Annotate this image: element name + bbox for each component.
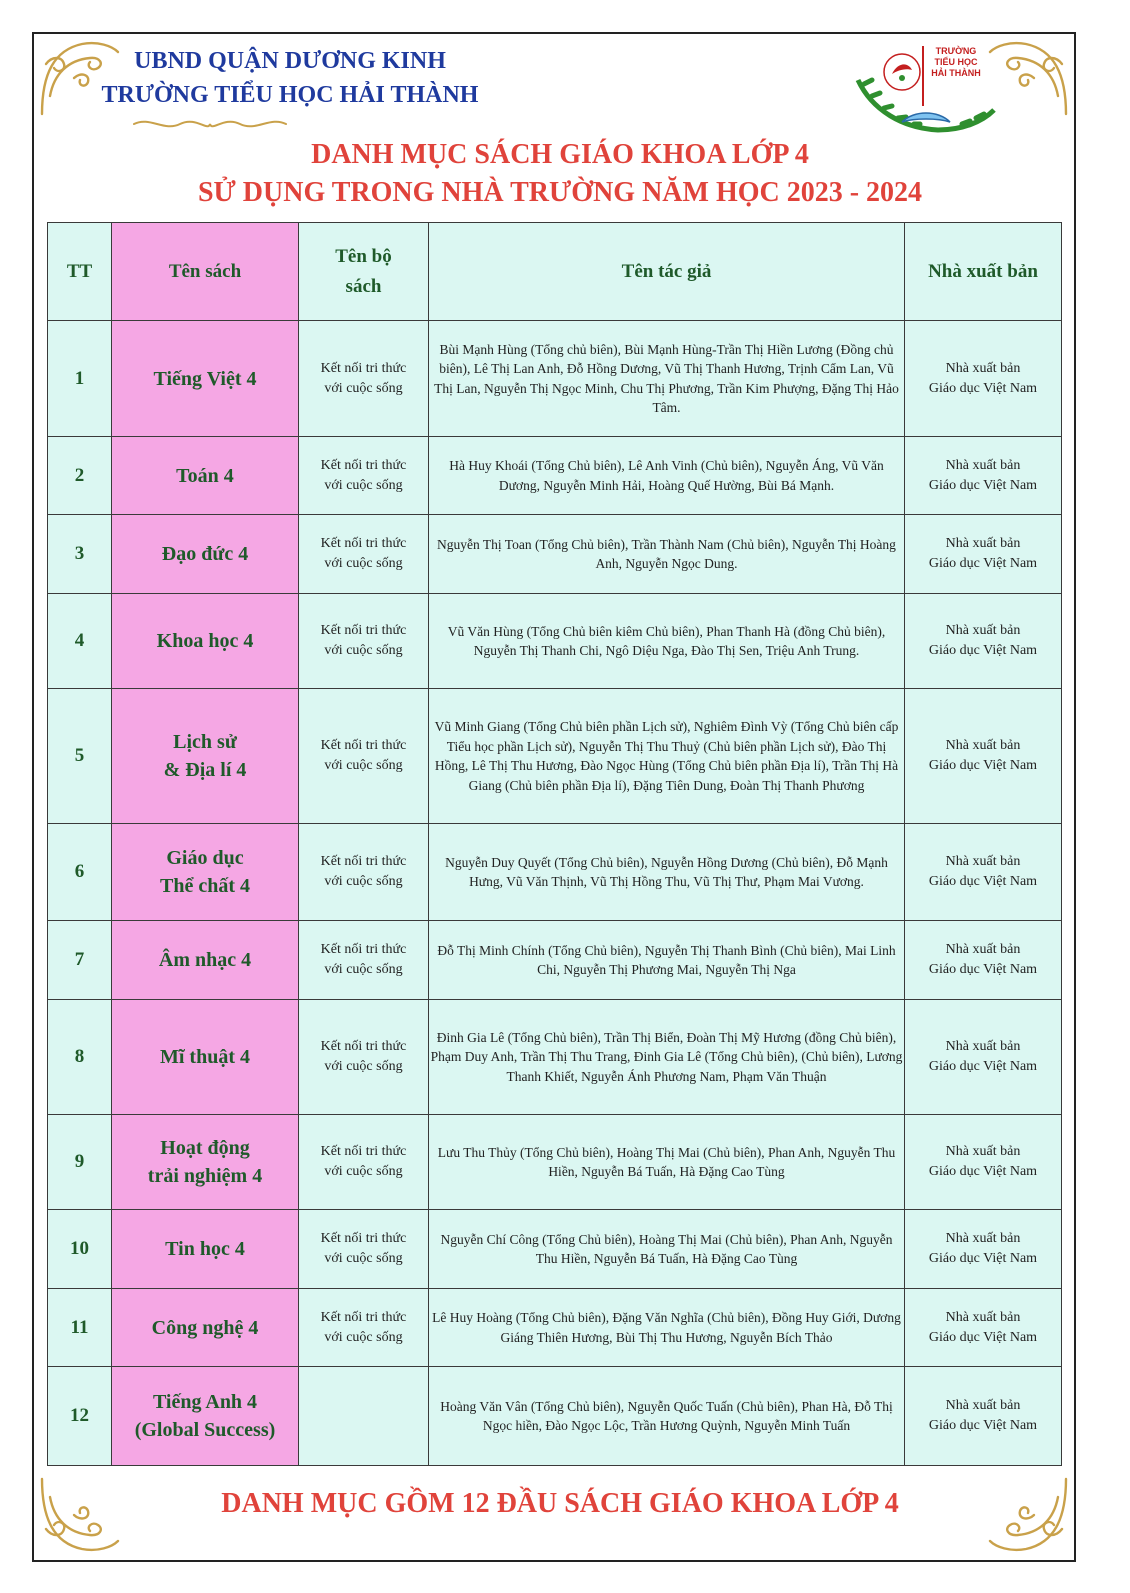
publisher-line-1: Nhà xuất bản	[945, 1309, 1021, 1325]
series-line-2: với cuộc sống	[324, 380, 403, 396]
table-row	[48, 1000, 1062, 1115]
series-line-2: với cuộc sống	[324, 1164, 403, 1179]
series-line-2: với cuộc sống	[324, 477, 403, 493]
header-publisher: Nhà xuất bản	[905, 223, 1062, 321]
publisher-line-2: Giáo dục Việt Nam	[928, 874, 1038, 889]
publisher-line-2: Giáo dục Việt Nam	[928, 477, 1038, 493]
book-authors: Vũ Văn Hùng (Tổng Chủ biên kiêm Chủ biên), Phan Thanh Hà (đồng Chủ biên), Nguyễn Thị Thanh Chi, Ngô Diệu Nga, Đào Thị Sen, Triệu Anh Trung.	[429, 594, 905, 689]
series-line-2: với cuộc sống	[324, 1329, 403, 1345]
row-number: 8	[48, 1000, 112, 1115]
series-line-2: với cuộc sống	[324, 1251, 403, 1266]
book-title-line-1: Khoa học 4	[156, 630, 254, 652]
series-line-2: với cuộc sống	[324, 556, 403, 571]
book-authors: Nguyễn Chí Công (Tổng Chủ biên), Hoàng Thị Mai (Chủ biên), Phan Anh, Nguyễn Thu Hiền, Nguyễn Bá Tuấn, Hà Đặng Cao Tùng	[429, 1210, 905, 1289]
row-number: 3	[48, 515, 112, 594]
book-title-line-1: Âm nhạc 4	[158, 949, 252, 971]
book-authors: Hà Huy Khoái (Tổng Chủ biên), Lê Anh Vinh (Chủ biên), Nguyễn Áng, Vũ Văn Dương, Nguyễn Minh Hải, Hoàng Quế Hường, Bùi Bá Mạnh.	[429, 437, 905, 515]
textbook-table	[47, 222, 1062, 1466]
table-row	[48, 321, 1062, 437]
publisher-line-2: Giáo dục Việt Nam	[928, 643, 1038, 658]
table-row	[48, 1210, 1062, 1289]
logo-line-3: HẢI THÀNH	[931, 68, 981, 78]
series-line-1: Kết nối tri thức	[320, 536, 407, 551]
publisher-line-2: Giáo dục Việt Nam	[928, 962, 1038, 977]
title-line-2: SỬ DỤNG TRONG NHÀ TRƯỜNG NĂM HỌC 2023 - 2024	[197, 177, 923, 208]
publisher-line-2: Giáo dục Việt Nam	[928, 1164, 1038, 1179]
header-authors: Tên tác giả	[429, 223, 905, 321]
book-title-line-1: Tiếng Anh 4	[152, 1391, 258, 1413]
series-line-2: với cuộc sống	[324, 962, 403, 977]
book-publisher	[905, 594, 1062, 689]
book-title-line-2: & Địa lí 4	[163, 759, 247, 781]
series-line-1: Kết nối tri thức	[320, 738, 407, 753]
logo-line-2: TIỂU HỌC	[934, 57, 978, 67]
book-title-line-1: Đạo đức 4	[161, 543, 249, 565]
publisher-line-1: Nhà xuất bản	[945, 457, 1021, 473]
book-title-line-2: Thể chất 4	[160, 875, 250, 897]
book-title	[112, 594, 299, 689]
series-line-1: Kết nối tri thức	[320, 1309, 407, 1325]
book-title	[112, 689, 299, 824]
book-series	[299, 1367, 429, 1466]
publisher-line-1: Nhà xuất bản	[945, 942, 1021, 957]
school-header	[70, 44, 510, 112]
book-series	[299, 1210, 429, 1289]
row-number: 5	[48, 689, 112, 824]
table-row	[48, 1115, 1062, 1210]
book-authors: Nguyễn Thị Toan (Tổng Chủ biên), Trần Thành Nam (Chủ biên), Nguyễn Thị Hoàng Anh, Nguyễn Ngọc Dung.	[429, 515, 905, 594]
series-line-2: với cuộc sống	[324, 758, 403, 773]
publisher-line-2: Giáo dục Việt Nam	[928, 1251, 1038, 1266]
series-line-2: với cuộc sống	[324, 874, 403, 889]
book-series	[299, 1289, 429, 1367]
book-title-line-2: (Global Success)	[134, 1419, 276, 1441]
row-number: 6	[48, 824, 112, 921]
publisher-line-1: Nhà xuất bản	[945, 1144, 1021, 1159]
book-title	[112, 1289, 299, 1367]
header-series-line-2: sách	[345, 275, 382, 297]
book-title	[112, 1367, 299, 1466]
book-authors: Đỗ Thị Minh Chính (Tổng Chủ biên), Nguyễn Thị Thanh Bình (Chủ biên), Mai Linh Chi, Nguyễn Thị Phương Mai, Nguyễn Thị Nga	[429, 921, 905, 1000]
publisher-line-1: Nhà xuất bản	[945, 854, 1021, 869]
book-title	[112, 1000, 299, 1115]
series-line-1: Kết nối tri thức	[320, 1231, 407, 1246]
book-publisher	[905, 921, 1062, 1000]
publisher-line-1: Nhà xuất bản	[945, 1231, 1021, 1246]
book-authors: Nguyễn Duy Quyết (Tổng Chủ biên), Nguyễn Hồng Dương (Chủ biên), Đỗ Mạnh Hưng, Vũ Văn Thịnh, Vũ Thị Hồng Thu, Vũ Thị Thư, Phạm Mai Vương.	[429, 824, 905, 921]
book-title-line-1: Giáo dục	[166, 847, 244, 869]
table-row	[48, 594, 1062, 689]
book-authors: Đinh Gia Lê (Tổng Chủ biên), Trần Thị Biển, Đoàn Thị Mỹ Hương (đồng Chủ biên), Phạm Duy Anh, Trần Thị Thu Trang, Đinh Gia Lê (Tổng Chủ biên), (Chủ biên), Lương Thanh Khiết, Nguyễn Ánh Phương Nam, Phạm Văn Thuận	[429, 1000, 905, 1115]
header-series	[299, 223, 429, 321]
publisher-line-1: Nhà xuất bản	[945, 1398, 1021, 1413]
table-header-row	[48, 223, 1062, 321]
district-name: UBND QUẬN DƯƠNG KINH	[134, 48, 446, 74]
book-series	[299, 594, 429, 689]
publisher-line-1: Nhà xuất bản	[945, 360, 1021, 376]
book-title-line-2: trải nghiệm 4	[147, 1165, 263, 1187]
book-title	[112, 515, 299, 594]
series-line-1: Kết nối tri thức	[320, 942, 407, 957]
row-number: 9	[48, 1115, 112, 1210]
series-line-2: với cuộc sống	[324, 643, 403, 658]
table-row	[48, 1367, 1062, 1466]
book-authors: Lê Huy Hoàng (Tổng Chủ biên), Đặng Văn Nghĩa (Chủ biên), Đồng Huy Giới, Dương Giáng Thiên Hương, Bùi Thị Thu Hương, Nguyễn Bích Thảo	[429, 1289, 905, 1367]
book-series	[299, 824, 429, 921]
book-series	[299, 437, 429, 515]
book-title	[112, 437, 299, 515]
publisher-line-1: Nhà xuất bản	[945, 738, 1021, 753]
row-number: 10	[48, 1210, 112, 1289]
series-line-1: Kết nối tri thức	[320, 1144, 407, 1159]
book-series	[299, 515, 429, 594]
row-number: 1	[48, 321, 112, 437]
logo-caption	[928, 46, 984, 79]
school-name: TRƯỜNG TIỂU HỌC HẢI THÀNH	[101, 82, 479, 108]
book-title-line-1: Tiếng Việt 4	[153, 367, 257, 390]
book-series	[299, 921, 429, 1000]
table-row	[48, 515, 1062, 594]
title-line-1: DANH MỤC SÁCH GIÁO KHOA LỚP 4	[311, 139, 809, 170]
book-authors: Bùi Mạnh Hùng (Tổng chủ biên), Bùi Mạnh Hùng-Trần Thị Hiền Lương (Đồng chủ biên), Lê Thị Lan Anh, Đỗ Hồng Dương, Vũ Thị Thanh Hương, Trịnh Cẩm Lan, Vũ Thị Lan, Nguyễn Thị Ngọc Minh, Chu Thị Phương, Trần Kim Phượng, Đặng Thị Hảo Tâm.	[429, 321, 905, 437]
book-publisher	[905, 1115, 1062, 1210]
row-number: 7	[48, 921, 112, 1000]
book-series	[299, 1000, 429, 1115]
footer-summary: DANH MỤC GỒM 12 ĐẦU SÁCH GIÁO KHOA LỚP 4	[221, 1488, 899, 1519]
table-row	[48, 689, 1062, 824]
book-title	[112, 321, 299, 437]
header-series-line-1: Tên bộ	[335, 245, 392, 267]
publisher-line-1: Nhà xuất bản	[945, 536, 1021, 551]
book-title	[112, 824, 299, 921]
table-row	[48, 1289, 1062, 1367]
series-line-1: Kết nối tri thức	[320, 1039, 407, 1054]
book-authors: Lưu Thu Thủy (Tổng Chủ biên), Hoàng Thị Mai (Chủ biên), Phan Anh, Nguyễn Thu Hiền, Nguyễn Bá Tuấn, Hà Đặng Cao Tùng	[429, 1115, 905, 1210]
book-publisher	[905, 824, 1062, 921]
book-authors: Hoàng Văn Vân (Tổng Chủ biên), Nguyễn Quốc Tuấn (Chủ biên), Phan Hà, Đỗ Thị Ngọc hiền, Đào Ngọc Lộc, Trần Hương Quỳnh, Nguyễn Minh Tuấn	[429, 1367, 905, 1466]
table-row	[48, 921, 1062, 1000]
publisher-line-2: Giáo dục Việt Nam	[928, 556, 1038, 571]
book-series	[299, 1115, 429, 1210]
publisher-line-1: Nhà xuất bản	[945, 623, 1021, 638]
table-row	[48, 824, 1062, 921]
book-publisher	[905, 321, 1062, 437]
header-book: Tên sách	[112, 223, 299, 321]
book-title-line-1: Tin học 4	[165, 1238, 245, 1260]
row-number: 12	[48, 1367, 112, 1466]
book-publisher	[905, 437, 1062, 515]
publisher-line-2: Giáo dục Việt Nam	[928, 1059, 1038, 1074]
table-row	[48, 437, 1062, 515]
book-title	[112, 1115, 299, 1210]
book-title-line-1: Toán 4	[176, 464, 234, 487]
book-publisher	[905, 1000, 1062, 1115]
book-title-line-1: Mĩ thuật 4	[160, 1046, 250, 1068]
book-title	[112, 921, 299, 1000]
header-tt: TT	[48, 223, 112, 321]
book-publisher	[905, 1289, 1062, 1367]
series-line-1: Kết nối tri thức	[320, 623, 407, 638]
book-publisher	[905, 515, 1062, 594]
publisher-line-2: Giáo dục Việt Nam	[928, 758, 1038, 773]
publisher-line-1: Nhà xuất bản	[945, 1039, 1021, 1054]
book-publisher	[905, 1367, 1062, 1466]
book-title-line-1: Công nghệ 4	[151, 1316, 259, 1339]
series-line-1: Kết nối tri thức	[320, 854, 407, 869]
logo-line-1: TRƯỜNG	[935, 46, 977, 56]
book-title	[112, 1210, 299, 1289]
book-authors: Vũ Minh Giang (Tổng Chủ biên phần Lịch sử), Nghiêm Đình Vỳ (Tổng Chủ biên cấp Tiểu học phần Lịch sử), Nguyễn Thị Thu Thuỷ (Chủ biên phần Lịch sử), Đào Thị Hồng, Lê Thị Thu Hương, Đào Ngọc Hùng (Tổng Chủ biên phần Địa lí), Trần Thị Hà Giang (Chủ biên phần Địa lí), Đặng Tiên Dung, Đoàn Thị Thanh Phương	[429, 689, 905, 824]
series-line-1: Kết nối tri thức	[320, 360, 407, 376]
row-number: 2	[48, 437, 112, 515]
book-publisher	[905, 1210, 1062, 1289]
book-series	[299, 689, 429, 824]
publisher-line-2: Giáo dục Việt Nam	[928, 380, 1038, 396]
row-number: 11	[48, 1289, 112, 1367]
book-title-line-1: Lịch sử	[173, 731, 237, 753]
page-title	[60, 136, 1060, 212]
ornament-divider-icon	[130, 116, 290, 132]
publisher-line-2: Giáo dục Việt Nam	[928, 1329, 1038, 1345]
book-title-line-1: Hoạt động	[160, 1137, 250, 1159]
book-series	[299, 321, 429, 437]
series-line-2: với cuộc sống	[324, 1059, 403, 1074]
book-publisher	[905, 689, 1062, 824]
series-line-1: Kết nối tri thức	[320, 457, 407, 473]
row-number: 4	[48, 594, 112, 689]
publisher-line-2: Giáo dục Việt Nam	[928, 1418, 1038, 1433]
